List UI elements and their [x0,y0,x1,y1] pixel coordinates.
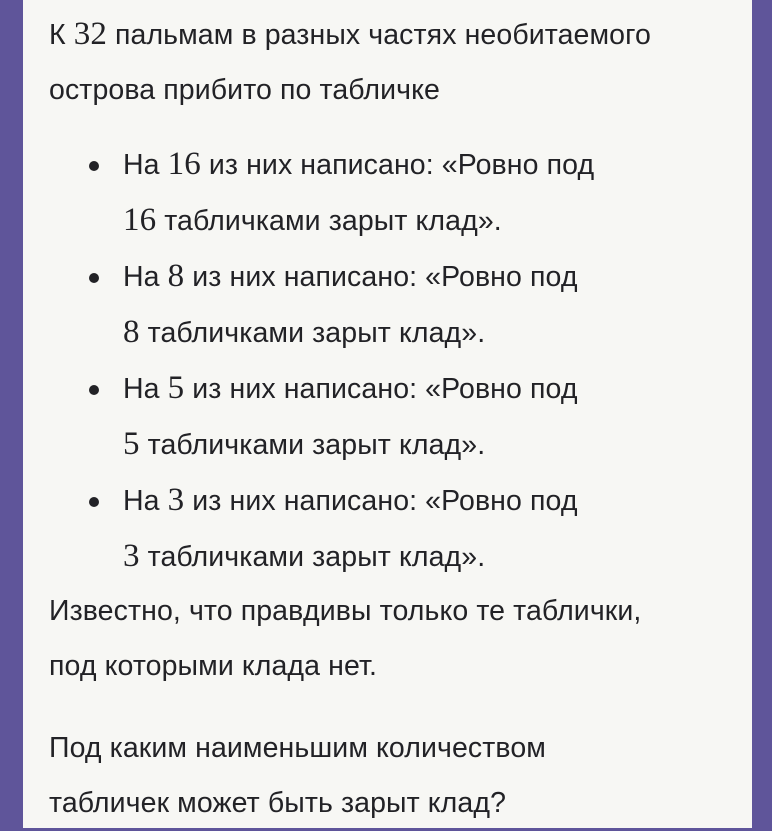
bullet-dot-icon [89,273,99,283]
intro-line-2: острова прибито по табличке [49,74,440,106]
bullet-dot-icon [89,161,99,171]
known-condition: Известно, что правдивы только те таблички, под которыми клада нет. [49,595,642,682]
list-item: На 5 из них написано: «Ровно под 5 табличками зарыт клад». [49,361,709,473]
list-item: На 8 из них написано: «Ровно под 8 табличками зарыт клад». [49,249,709,361]
intro-line-1: К 32 пальмам в разных частях необитаемого [49,16,651,52]
list-item: На 16 из них написано: «Ровно под 16 табличками зарыт клад». [49,137,709,249]
statement-list [49,137,709,585]
bullet-dot-icon [89,497,99,507]
bullet-dot-icon [89,385,99,395]
problem-card [23,0,752,828]
list-item: На 3 из них написано: «Ровно под 3 табличками зарыт клад». [49,473,709,585]
intro-number: 32 [73,16,107,52]
problem-intro [49,7,739,118]
problem-question: Под каким наименьшим количеством табличек может быть зарыт клад? [49,732,546,819]
